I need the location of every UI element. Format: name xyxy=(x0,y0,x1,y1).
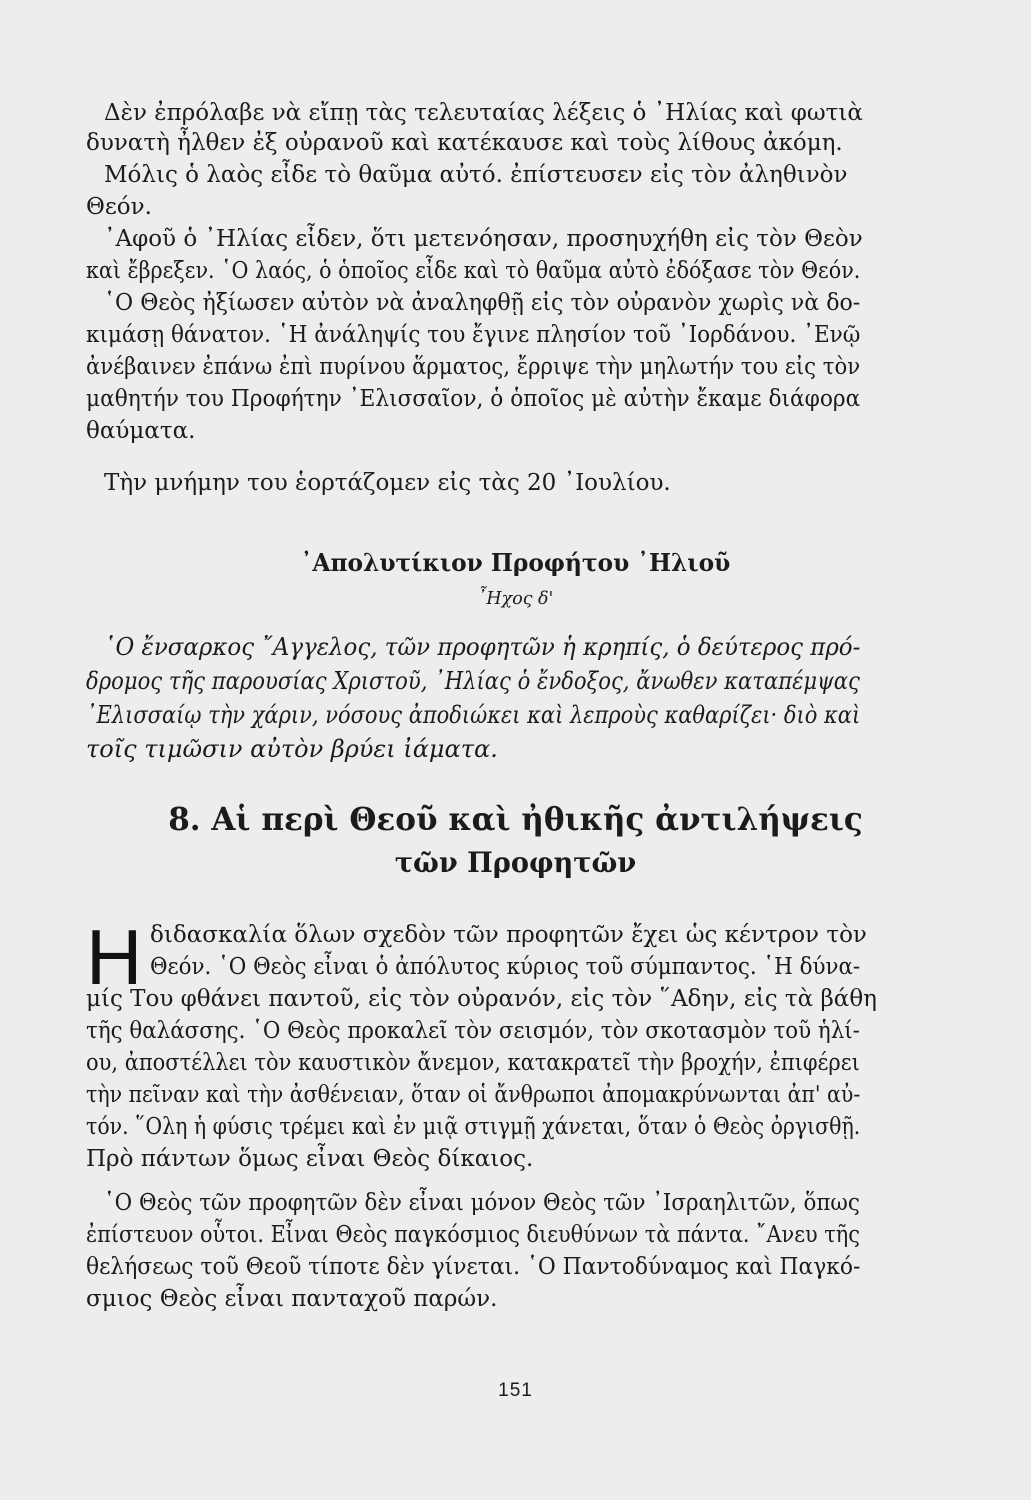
text-line: θελήσεως τοῦ Θεοῦ τίποτε δὲν γίνεται. ῾Ο Παντοδύναμος καὶ Παγκό- xyxy=(86,1254,861,1280)
hymn-line: ῾Ο ἔνσαρκος ῎Αγγελος, τῶν προφητῶν ἡ κρηπίς, ὁ δεύτερος πρό- xyxy=(104,633,861,661)
text-line: καὶ ἔβρεξεν. ῾Ο λαός, ὁ ὁποῖος εἶδε καὶ τὸ θαῦμα αὐτὸ ἐδόξασε τὸν Θεόν. xyxy=(86,258,861,284)
text-line: τὴν πεῖναν καὶ τὴν ἀσθένειαν, ὅταν οἱ ἄνθρωποι ἀπομακρύνωνται ἀπ' αὐ- xyxy=(86,1082,861,1108)
elijah-narrative xyxy=(86,98,886,498)
text-line: μαθητήν του Προφήτην ᾿Ελισσαῖον, ὁ ὁποῖος μὲ αὐτὴν ἔκαμε διάφορα xyxy=(86,386,861,412)
text-line: δυνατὴ ἦλθεν ἐξ οὐρανοῦ καὶ κατέκαυσε καὶ τοὺς λίθους ἀκόμη. xyxy=(86,130,843,156)
text-line: ου, ἀποστέλλει τὸν καυστικὸν ἄνεμον, κατακρατεῖ τὴν βροχήν, ἐπιφέρει xyxy=(86,1050,860,1076)
text-line: Θεόν. ῾Ο Θεὸς εἶναι ὁ ἀπόλυτος κύριος τοῦ σύμπαντος. ῾Η δύνα- xyxy=(150,954,861,980)
text-line: κιμάσῃ θάνατον. ῾Η ἀνάληψίς του ἔγινε πλησίον τοῦ ᾿Ιορδάνου. ᾿Ενῷ xyxy=(86,322,861,348)
hymn-line: δρομος τῆς παρουσίας Χριστοῦ, ᾿Ηλίας ὁ ἔνδοξος, ἄνωθεν καταπέμψας xyxy=(86,667,860,695)
text-line: μίς Του φθάνει παντοῦ, εἰς τὸν οὐρανόν, εἰς τὸν ῞Αδην, εἰς τὰ βάθη xyxy=(86,986,877,1012)
text-line: Μόλις ὁ λαὸς εἶδε τὸ θαῦμα αὐτό. ἐπίστευσεν εἰς τὸν ἀληθινὸν xyxy=(104,162,848,188)
text-line: Τὴν μνήμην του ἑορτάζομεν εἰς τὰς 20 ᾿Ιουλίου. xyxy=(104,470,671,496)
drop-cap-letter: Η xyxy=(86,913,143,1001)
text-line: σμιος Θεὸς εἶναι πανταχοῦ παρών. xyxy=(86,1286,498,1312)
page-number: 151 xyxy=(498,1380,533,1401)
section-heading-continued: τῶν Προφητῶν xyxy=(394,846,637,879)
text-line: Δὲν ἐπρόλαβε νὰ εἴπῃ τὰς τελευταίας λέξεις ὁ ᾿Ηλίας καὶ φωτιὰ xyxy=(104,100,863,126)
text-line: τόν. ῞Ολη ἡ φύσις τρέμει καὶ ἐν μιᾷ στιγμῇ χάνεται, ὅταν ὁ Θεὸς ὀργισθῇ. xyxy=(86,1114,861,1140)
text-line: Θεόν. xyxy=(86,194,152,220)
hymn-title: ᾿Απολυτίκιον Προφήτου ᾿Ηλιοῦ xyxy=(300,548,731,577)
text-line: ᾿Αφοῦ ὁ ᾿Ηλίας εἶδεν, ὅτι μετενόησαν, προσηυχήθη εἰς τὸν Θεὸν xyxy=(104,226,863,252)
hymn-line: ᾿Ελισσαίῳ τὴν χάριν, νόσους ἀποδιώκει καὶ λεπροὺς καθαρίζει· διὸ καὶ xyxy=(86,701,861,729)
section-heading: 8. Αἱ περὶ Θεοῦ καὶ ἠθικῆς ἀντιλήψεις xyxy=(168,800,863,838)
text-line: ἀνέβαινεν ἐπάνω ἐπὶ πυρίνου ἅρματος, ἔρριψε τὴν μηλωτήν του εἰς τὸν xyxy=(86,354,861,380)
text-line: Πρὸ πάντων ὅμως εἶναι Θεὸς δίκαιος. xyxy=(86,1146,534,1172)
text-line: ῾Ο Θεὸς ἠξίωσεν αὐτὸν νὰ ἀναληφθῇ εἰς τὸν οὐρανὸν χωρὶς νὰ δο- xyxy=(104,290,861,316)
text-line: διδασκαλία ὅλων σχεδὸν τῶν προφητῶν ἔχει ὡς κέντρον τὸν xyxy=(150,922,867,948)
text-line: τῆς θαλάσσης. ῾Ο Θεὸς προκαλεῖ τὸν σεισμόν, τὸν σκοτασμὸν τοῦ ἡλί- xyxy=(86,1018,860,1044)
text-line: ῾Ο Θεὸς τῶν προφητῶν δὲν εἶναι μόνον Θεὸς τῶν ᾿Ισραηλιτῶν, ὅπως xyxy=(104,1190,860,1216)
hymn-line: τοῖς τιμῶσιν αὐτὸν βρύει ἰάματα. xyxy=(86,735,498,763)
hymn-mode: ῏Ηχος δ' xyxy=(477,588,554,609)
prophets-doctrine-text xyxy=(86,913,886,1340)
text-line: θαύματα. xyxy=(86,418,196,444)
hymn-text xyxy=(86,632,886,772)
text-line: ἐπίστευον οὗτοι. Εἶναι Θεὸς παγκόσμιος διευθύνων τὰ πάντα. ῎Ανευ τῆς xyxy=(86,1222,860,1248)
